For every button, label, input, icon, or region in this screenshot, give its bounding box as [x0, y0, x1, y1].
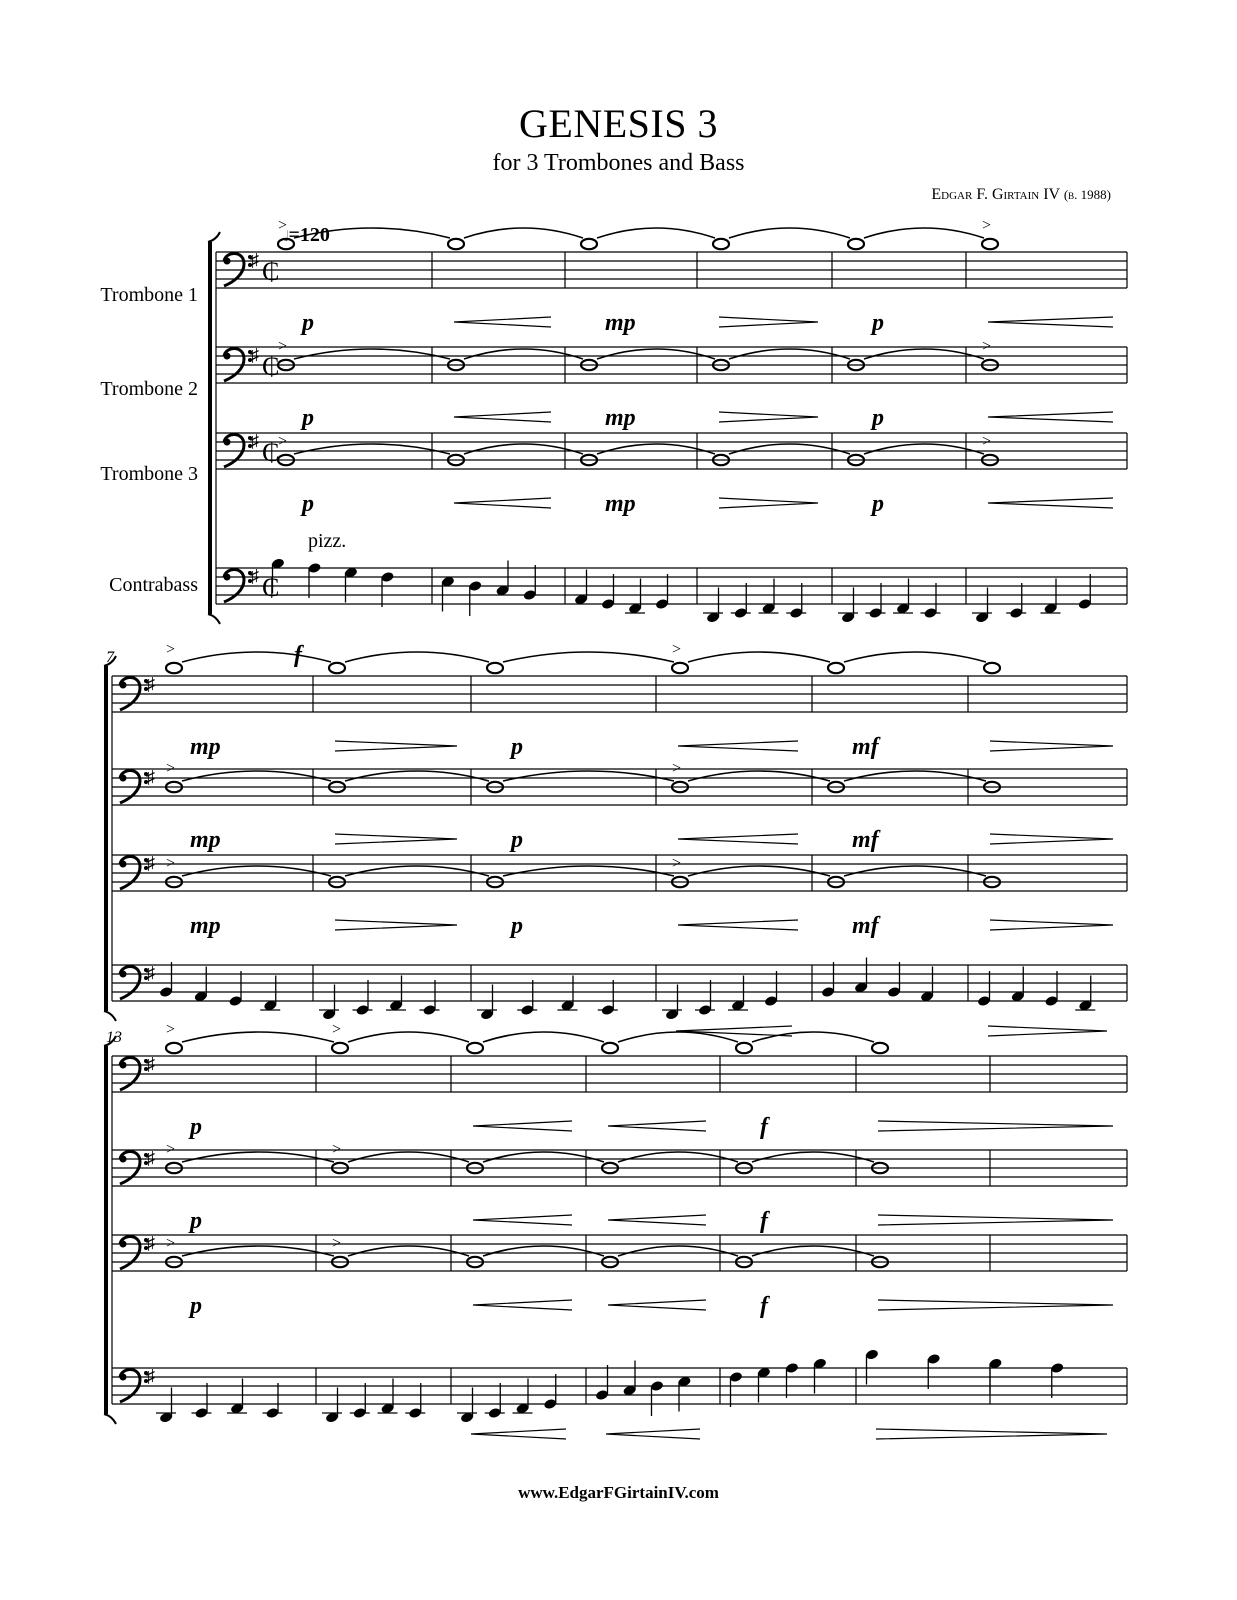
hairpin-1-1-3: [678, 834, 798, 844]
whole-note-0-0-5: [982, 239, 998, 249]
bass-clef-icon-0-2-dot: [224, 439, 231, 446]
bass-hairpin-2-5: [876, 1429, 1107, 1439]
bass-clef-icon-1-1-dot: [120, 775, 127, 782]
dynamic-0-1-0: p: [302, 405, 314, 431]
hairpin-1-2-3: [678, 920, 798, 930]
bass-hairpin-2-3: [606, 1429, 700, 1439]
bass-clef-icon-0-0-dot: [224, 258, 231, 265]
bass-clef-icon-0-1-dot: [224, 353, 231, 360]
hairpin-0-0-5: [988, 317, 1113, 327]
tie-1-1-3: [688, 771, 830, 781]
instrument-label-contrabass: Contrabass: [109, 574, 198, 596]
hairpin-0-1-5: [988, 412, 1113, 422]
cut-time-icon-3: ₵: [262, 573, 280, 602]
dynamic-2-0-0: p: [190, 1114, 202, 1140]
hairpin-0-1-1: [454, 412, 551, 422]
tie-2-0-4: [752, 1032, 874, 1042]
key-sharp-icon-1-0: ♯: [146, 674, 155, 694]
bass-clef-icon-0-3-dot: [224, 574, 231, 581]
dynamic-2-2-0: p: [190, 1293, 202, 1319]
tie-1-2-3: [688, 866, 830, 876]
system-bracket-bottom-2: [104, 1414, 116, 1424]
tie-1-0-0: [182, 652, 331, 662]
system-bracket-bottom-0: [208, 614, 220, 624]
accent-2-1-0: >: [166, 1141, 176, 1158]
whole-note-2-0-2: [467, 1043, 483, 1053]
dynamic-0-2-0: p: [302, 491, 314, 517]
dynamic-0-0-2: mp: [605, 310, 636, 336]
pizzicato-marking: pizz.: [308, 530, 347, 552]
key-sharp-icon-0-0: ♯: [250, 250, 259, 270]
bass-clef-icon-1-3-dot: [120, 971, 127, 978]
tie-1-2-2: [503, 866, 674, 876]
system-bracket-bottom-1: [104, 1011, 116, 1021]
tie-1-0-3: [688, 652, 830, 662]
whole-note-0-0-3: [713, 239, 729, 249]
whole-note-1-0-5: [984, 663, 1000, 673]
accent-2-0-1: >: [332, 1021, 342, 1038]
hairpin-1-2-1: [335, 920, 457, 930]
dynamic-2-1-4: f: [760, 1208, 768, 1234]
tie-0-0-1: [464, 228, 583, 238]
accent-2-2-0: >: [166, 1235, 176, 1252]
dynamic-2-1-0: p: [190, 1208, 202, 1234]
key-sharp-icon-2-3: ♯: [146, 1366, 155, 1386]
accent-0-1-0: >: [278, 338, 288, 355]
accent-1-0-3: >: [672, 641, 682, 658]
bass-dynamic-0-0: f: [294, 642, 302, 668]
tie-1-1-2: [503, 771, 674, 781]
dynamic-1-1-4: mf: [852, 827, 879, 853]
bass-hairpin-2-2: [471, 1429, 566, 1439]
tie-0-0-2: [597, 228, 715, 238]
accent-2-2-1: >: [332, 1235, 342, 1252]
accent-1-0-0: >: [166, 641, 176, 658]
whole-note-2-0-1: [332, 1043, 348, 1053]
dynamic-2-2-4: f: [760, 1293, 768, 1319]
dynamic-1-1-0: mp: [190, 827, 221, 853]
whole-note-1-0-4: [828, 663, 844, 673]
whole-note-1-0-1: [329, 663, 345, 673]
accent-0-0-0: >: [278, 217, 288, 234]
accent-1-1-3: >: [672, 760, 682, 777]
whole-note-1-0-3: [672, 663, 688, 673]
hairpin-2-0-2: [473, 1121, 572, 1131]
score-title: GENESIS 3: [519, 101, 718, 146]
hairpin-2-2-3: [608, 1300, 706, 1310]
hairpin-2-0-5: [878, 1121, 1113, 1131]
key-sharp-icon-2-2: ♯: [146, 1233, 155, 1253]
tie-1-2-1: [345, 866, 489, 876]
whole-note-1-0-0: [166, 663, 182, 673]
whole-note-0-0-2: [581, 239, 597, 249]
whole-note-0-0-0: [278, 239, 294, 249]
tie-0-1-0: [294, 349, 450, 359]
tie-1-0-1: [345, 652, 489, 662]
bass-clef-icon-1-0-dot: [120, 682, 127, 689]
hairpin-2-1-2: [473, 1215, 572, 1225]
dynamic-0-0-4: p: [872, 310, 884, 336]
dynamic-1-0-2: p: [511, 734, 523, 760]
dynamic-0-2-4: p: [872, 491, 884, 517]
bass-hairpin-1-3: [676, 1026, 792, 1036]
hairpin-1-0-1: [335, 741, 457, 751]
hairpin-0-2-1: [454, 498, 551, 508]
accent-1-1-0: >: [166, 760, 176, 777]
hairpin-1-0-3: [678, 741, 798, 751]
whole-note-2-0-3: [602, 1043, 618, 1053]
hairpin-2-1-5: [878, 1215, 1113, 1225]
tie-1-2-4: [844, 866, 986, 876]
dynamic-1-0-0: mp: [190, 734, 221, 760]
hairpin-2-0-3: [608, 1121, 706, 1131]
bass-clef-icon-1-2-dot: [120, 861, 127, 868]
instrument-label-trombone-2: Trombone 2: [100, 378, 198, 400]
hairpin-2-1-3: [608, 1215, 706, 1225]
key-sharp-icon-1-1: ♯: [146, 767, 155, 787]
key-sharp-icon-0-2: ♯: [250, 431, 259, 451]
dynamic-0-2-2: mp: [605, 491, 636, 517]
whole-note-2-0-4: [736, 1043, 752, 1053]
accent-2-0-0: >: [166, 1021, 176, 1038]
bass-hairpin-1-5: [988, 1026, 1107, 1036]
hairpin-1-1-5: [990, 834, 1113, 844]
key-sharp-icon-2-1: ♯: [146, 1148, 155, 1168]
dynamic-0-0-0: p: [302, 310, 314, 336]
whole-note-2-0-0: [166, 1043, 182, 1053]
tie-2-0-0: [182, 1032, 334, 1042]
hairpin-1-0-5: [990, 741, 1113, 751]
dynamic-1-2-4: mf: [852, 913, 879, 939]
instrument-label-trombone-3: Trombone 3: [100, 463, 198, 485]
bass-clef-icon-2-3-dot: [120, 1374, 127, 1381]
tie-2-2-0: [182, 1246, 334, 1256]
accent-1-2-3: >: [672, 855, 682, 872]
accent-0-2-5: >: [982, 433, 992, 450]
tie-1-0-2: [503, 652, 674, 662]
tie-1-0-4: [844, 652, 986, 662]
key-sharp-icon-0-3: ♯: [250, 566, 259, 586]
dynamic-1-1-2: p: [511, 827, 523, 853]
measure-number-2: 13: [106, 1029, 122, 1046]
dynamic-0-1-4: p: [872, 405, 884, 431]
cut-time-icon-0: ₵: [262, 257, 280, 286]
tie-0-0-4: [864, 228, 984, 238]
composer-dates: (b. 1988): [1063, 187, 1111, 202]
tempo-value: =120: [288, 224, 330, 246]
hairpin-0-2-3: [719, 498, 818, 508]
hairpin-1-2-5: [990, 920, 1113, 930]
score-subtitle: for 3 Trombones and Bass: [492, 150, 745, 176]
bass-clef-icon-2-1-dot: [120, 1156, 127, 1163]
whole-note-0-0-4: [848, 239, 864, 249]
dynamic-1-2-0: mp: [190, 913, 221, 939]
instrument-label-trombone-1: Trombone 1: [100, 284, 198, 306]
hairpin-2-2-5: [878, 1300, 1113, 1310]
cut-time-icon-2: ₵: [262, 438, 280, 467]
cut-time-icon-1: ₵: [262, 352, 280, 381]
hairpin-0-0-3: [719, 317, 818, 327]
measure-number-1: 7: [106, 649, 114, 666]
tie-2-0-3: [618, 1032, 738, 1042]
bass-clef-icon-2-2-dot: [120, 1241, 127, 1248]
key-sharp-icon-0-1: ♯: [250, 345, 259, 365]
dynamic-1-0-4: mf: [852, 734, 879, 760]
tie-1-1-1: [345, 771, 489, 781]
key-sharp-icon-1-2: ♯: [146, 853, 155, 873]
accent-1-2-0: >: [166, 855, 176, 872]
dynamic-0-1-2: mp: [605, 405, 636, 431]
key-sharp-icon-1-3: ♯: [146, 963, 155, 983]
whole-note-0-0-1: [448, 239, 464, 249]
whole-note-1-0-2: [487, 663, 503, 673]
hairpin-1-1-1: [335, 834, 457, 844]
dynamic-2-0-4: f: [760, 1114, 768, 1140]
tie-1-1-0: [182, 771, 331, 781]
hairpin-0-1-3: [719, 412, 818, 422]
hairpin-0-0-1: [454, 317, 551, 327]
tie-1-1-4: [844, 771, 986, 781]
footer-url[interactable]: www.EdgarFGirtainIV.com: [518, 1483, 719, 1502]
tie-0-0-0: [294, 228, 450, 238]
bass-clef-icon-2-0-dot: [120, 1062, 127, 1069]
accent-0-1-5: >: [982, 338, 992, 355]
tie-2-0-2: [483, 1032, 604, 1042]
tie-2-0-1: [348, 1032, 469, 1042]
key-sharp-icon-2-0: ♯: [146, 1054, 155, 1074]
accent-0-0-5: >: [982, 217, 992, 234]
dynamic-1-2-2: p: [511, 913, 523, 939]
accent-2-1-1: >: [332, 1141, 342, 1158]
composer-name: Edgar F. Girtain IV: [931, 186, 1060, 203]
hairpin-0-2-5: [988, 498, 1113, 508]
tie-2-1-0: [182, 1152, 334, 1162]
tie-0-0-3: [729, 228, 850, 238]
hairpin-2-2-2: [473, 1300, 572, 1310]
accent-0-2-0: >: [278, 433, 288, 450]
whole-note-2-0-5: [872, 1043, 888, 1053]
tie-0-2-0: [294, 444, 450, 454]
half-note-icon: 𝅗𝅥: [284, 230, 289, 245]
system-bracket-top-0: [208, 232, 220, 242]
tie-1-2-0: [182, 866, 331, 876]
